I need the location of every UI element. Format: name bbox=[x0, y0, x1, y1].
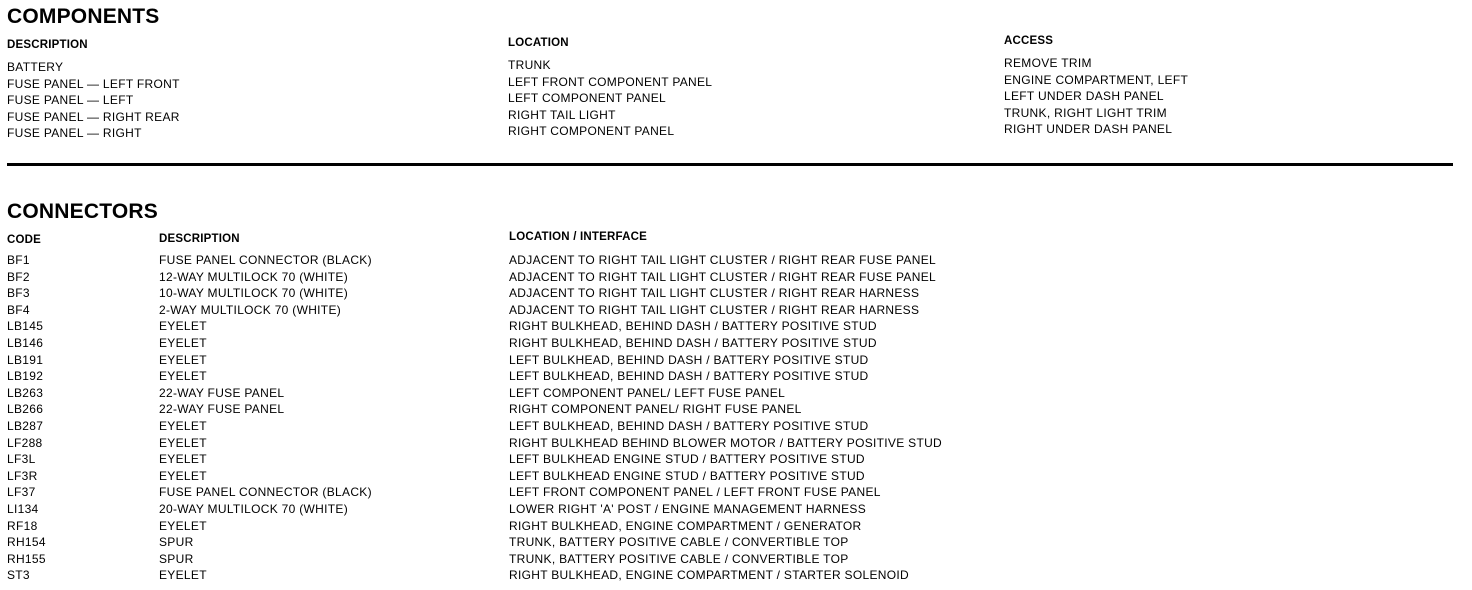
connector-row bbox=[7, 518, 1447, 535]
connectors-description-header: DESCRIPTION bbox=[159, 233, 240, 245]
connector-row bbox=[7, 451, 1447, 468]
connector-description: SPUR bbox=[159, 535, 194, 550]
connector-location: LEFT FRONT COMPONENT PANEL / LEFT FRONT FUSE PANEL bbox=[509, 485, 881, 500]
connector-description: EYELET bbox=[159, 518, 207, 533]
components-title: COMPONENTS bbox=[7, 5, 160, 28]
connector-description: EYELET bbox=[159, 352, 207, 367]
components-location-column bbox=[508, 57, 712, 140]
component-access: RIGHT UNDER DASH PANEL bbox=[1004, 122, 1173, 137]
component-location: LEFT FRONT COMPONENT PANEL bbox=[508, 74, 713, 89]
connector-description: FUSE PANEL CONNECTOR (BLACK) bbox=[159, 253, 372, 267]
connector-row bbox=[7, 567, 1447, 584]
connector-description: 12-WAY MULTILOCK 70 (WHITE) bbox=[159, 269, 349, 284]
connector-location: ADJACENT TO RIGHT TAIL LIGHT CLUSTER / RIGHT REAR HARNESS bbox=[509, 302, 920, 317]
connector-row bbox=[7, 484, 1447, 501]
connector-row bbox=[7, 418, 1447, 435]
connector-row bbox=[7, 385, 1447, 402]
connectors-location-header: LOCATION / INTERFACE bbox=[509, 231, 647, 243]
connector-row bbox=[7, 435, 1447, 452]
connector-code: LB145 bbox=[7, 319, 44, 334]
connector-code: LB191 bbox=[7, 352, 44, 367]
connector-row bbox=[7, 368, 1447, 385]
component-location: LEFT COMPONENT PANEL bbox=[508, 91, 667, 106]
connector-description: EYELET bbox=[159, 452, 207, 467]
connectors-title: CONNECTORS bbox=[7, 200, 158, 223]
connector-description: 20-WAY MULTILOCK 70 (WHITE) bbox=[159, 501, 349, 516]
connector-description: 22-WAY FUSE PANEL bbox=[159, 385, 285, 400]
component-description: BATTERY bbox=[7, 60, 64, 74]
component-description: FUSE PANEL — RIGHT REAR bbox=[7, 109, 180, 124]
connector-row bbox=[7, 252, 1447, 269]
component-description: FUSE PANEL — LEFT bbox=[7, 93, 134, 108]
connector-code: LB287 bbox=[7, 418, 44, 433]
connector-row bbox=[7, 318, 1447, 335]
connector-code: LF288 bbox=[7, 435, 43, 450]
connector-location: RIGHT BULKHEAD, ENGINE COMPARTMENT / STARTER SOLENOID bbox=[509, 568, 909, 583]
connector-code: BF2 bbox=[7, 269, 30, 284]
connector-row bbox=[7, 468, 1447, 485]
connectors-code-header: CODE bbox=[7, 234, 42, 246]
connector-description: 10-WAY MULTILOCK 70 (WHITE) bbox=[159, 286, 349, 301]
component-location: TRUNK bbox=[508, 58, 551, 72]
connector-location: ADJACENT TO RIGHT TAIL LIGHT CLUSTER / RIGHT REAR FUSE PANEL bbox=[509, 253, 936, 267]
connector-row bbox=[7, 269, 1447, 286]
component-access: LEFT UNDER DASH PANEL bbox=[1004, 89, 1164, 104]
connector-row bbox=[7, 534, 1447, 551]
connector-row bbox=[7, 401, 1447, 418]
connector-location: LEFT BULKHEAD, BEHIND DASH / BATTERY POSITIVE STUD bbox=[509, 369, 869, 384]
connector-location: RIGHT BULKHEAD BEHIND BLOWER MOTOR / BATTERY POSITIVE STUD bbox=[509, 435, 943, 450]
connector-description: EYELET bbox=[159, 369, 207, 384]
connector-row bbox=[7, 302, 1447, 319]
connector-code: BF4 bbox=[7, 302, 30, 317]
connector-code: LB146 bbox=[7, 335, 44, 350]
connector-code: LF3L bbox=[7, 452, 36, 467]
connector-location: ADJACENT TO RIGHT TAIL LIGHT CLUSTER / RIGHT REAR FUSE PANEL bbox=[509, 269, 936, 284]
connector-code: RF18 bbox=[7, 518, 38, 533]
connector-description: EYELET bbox=[159, 468, 207, 483]
connector-code: LF37 bbox=[7, 485, 36, 500]
connector-description: EYELET bbox=[159, 335, 207, 350]
component-access: TRUNK, RIGHT LIGHT TRIM bbox=[1004, 105, 1167, 120]
connector-location: ADJACENT TO RIGHT TAIL LIGHT CLUSTER / RIGHT REAR HARNESS bbox=[509, 286, 920, 301]
component-location: RIGHT COMPONENT PANEL bbox=[508, 124, 675, 139]
connector-location: TRUNK, BATTERY POSITIVE CABLE / CONVERTIBLE TOP bbox=[509, 535, 849, 550]
connector-row bbox=[7, 352, 1447, 369]
component-description: FUSE PANEL — RIGHT bbox=[7, 126, 142, 141]
connector-description: SPUR bbox=[159, 551, 194, 566]
connector-location: RIGHT BULKHEAD, BEHIND DASH / BATTERY POSITIVE STUD bbox=[509, 335, 877, 350]
components-description-header: DESCRIPTION bbox=[7, 39, 88, 51]
connector-description: 2-WAY MULTILOCK 70 (WHITE) bbox=[159, 302, 342, 317]
connector-description: 22-WAY FUSE PANEL bbox=[159, 402, 285, 417]
connector-location: LEFT BULKHEAD, BEHIND DASH / BATTERY POSITIVE STUD bbox=[509, 352, 869, 367]
connector-location: RIGHT COMPONENT PANEL/ RIGHT FUSE PANEL bbox=[509, 402, 802, 417]
connector-location: LOWER RIGHT 'A' POST / ENGINE MANAGEMENT HARNESS bbox=[509, 501, 867, 516]
connector-code: LF3R bbox=[7, 468, 38, 483]
connector-row bbox=[7, 335, 1447, 352]
connector-description: EYELET bbox=[159, 568, 207, 583]
connectors-table bbox=[7, 252, 1447, 584]
connector-code: BF1 bbox=[7, 253, 30, 267]
component-location: RIGHT TAIL LIGHT bbox=[508, 107, 616, 122]
connector-description: EYELET bbox=[159, 319, 207, 334]
connector-code: BF3 bbox=[7, 286, 30, 301]
connector-location: LEFT BULKHEAD ENGINE STUD / BATTERY POSITIVE STUD bbox=[509, 468, 865, 483]
connector-code: RH154 bbox=[7, 535, 46, 550]
connector-row bbox=[7, 551, 1447, 568]
section-divider bbox=[7, 163, 1453, 166]
connector-description: EYELET bbox=[159, 418, 207, 433]
connector-location: LEFT BULKHEAD, BEHIND DASH / BATTERY POSITIVE STUD bbox=[509, 418, 869, 433]
connector-location: LEFT BULKHEAD ENGINE STUD / BATTERY POSITIVE STUD bbox=[509, 452, 865, 467]
connector-code: ST3 bbox=[7, 568, 30, 583]
components-location-header: LOCATION bbox=[508, 37, 569, 49]
components-access-column bbox=[1004, 55, 1188, 138]
connector-location: LEFT COMPONENT PANEL/ LEFT FUSE PANEL bbox=[509, 385, 786, 400]
component-description: FUSE PANEL — LEFT FRONT bbox=[7, 76, 180, 91]
connector-row bbox=[7, 285, 1447, 302]
connector-description: FUSE PANEL CONNECTOR (BLACK) bbox=[159, 485, 372, 500]
components-description-column bbox=[7, 59, 180, 142]
connector-location: RIGHT BULKHEAD, BEHIND DASH / BATTERY POSITIVE STUD bbox=[509, 319, 877, 334]
components-access-header: ACCESS bbox=[1004, 35, 1054, 47]
connector-row bbox=[7, 501, 1447, 518]
connector-description: EYELET bbox=[159, 435, 207, 450]
component-access: ENGINE COMPARTMENT, LEFT bbox=[1004, 72, 1189, 87]
connector-location: RIGHT BULKHEAD, ENGINE COMPARTMENT / GENERATOR bbox=[509, 518, 862, 533]
connector-location: TRUNK, BATTERY POSITIVE CABLE / CONVERTIBLE TOP bbox=[509, 551, 849, 566]
connector-code: LB266 bbox=[7, 402, 44, 417]
connector-code: LB263 bbox=[7, 385, 44, 400]
component-access: REMOVE TRIM bbox=[1004, 56, 1092, 70]
connector-code: LI134 bbox=[7, 501, 39, 516]
connector-code: RH155 bbox=[7, 551, 46, 566]
connector-code: LB192 bbox=[7, 369, 44, 384]
